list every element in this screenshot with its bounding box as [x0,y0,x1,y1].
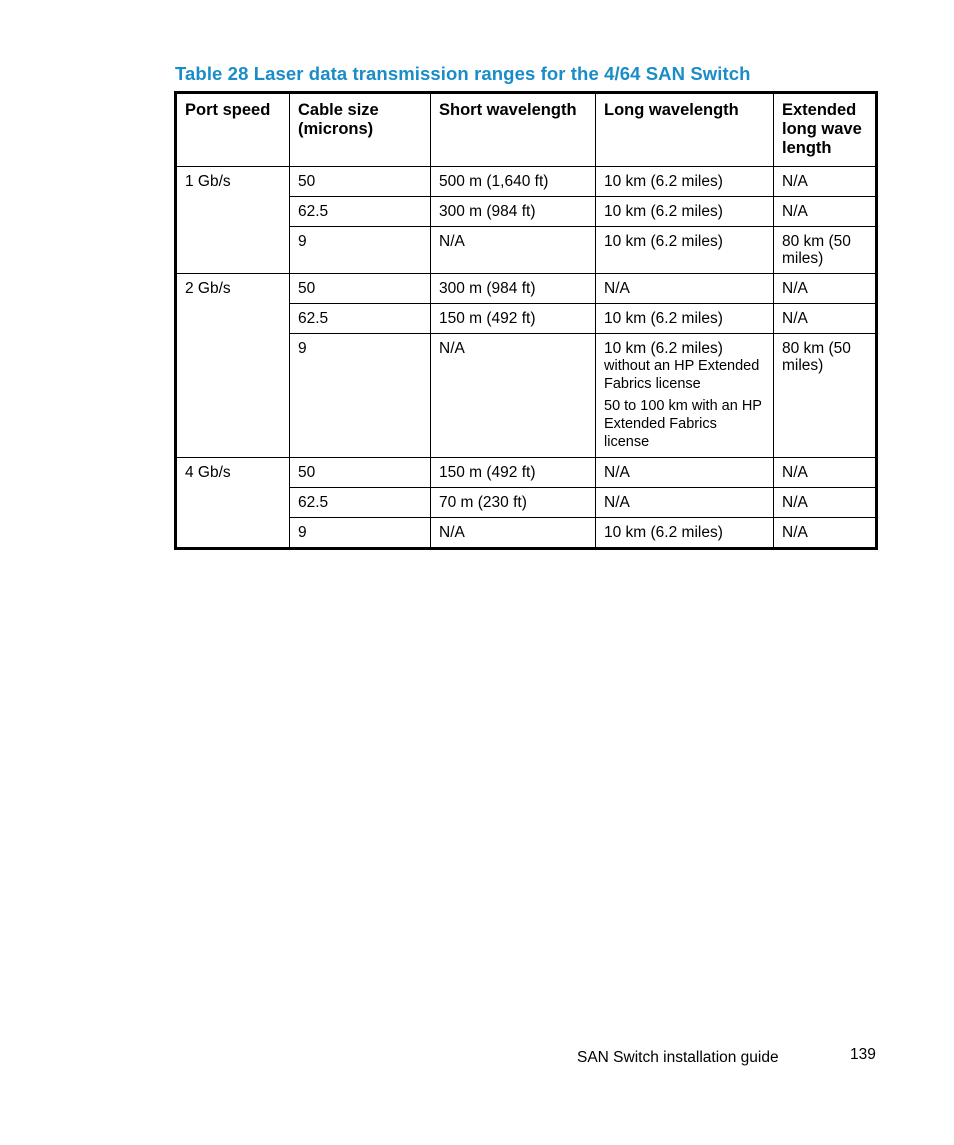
short-wavelength-cell: 300 m (984 ft) [431,274,596,304]
port-speed-cell: 1 Gb/s [176,167,290,274]
long-wavelength-cell [596,334,774,458]
long-wavelength-cell: 10 km (6.2 miles) [596,518,774,549]
short-wavelength-cell: N/A [431,518,596,549]
long-wavelength-cell: 10 km (6.2 miles) [596,167,774,197]
table-row [176,274,877,304]
column-header-long-wavelength: Long wavelength [596,93,774,167]
cable-size-cell: 62.5 [290,197,431,227]
short-wavelength-cell: 150 m (492 ft) [431,458,596,488]
extended-wavelength-cell: 80 km (50 miles) [774,227,877,274]
cable-size-cell: 62.5 [290,488,431,518]
extended-wavelength-cell: N/A [774,458,877,488]
short-wavelength-cell: 70 m (230 ft) [431,488,596,518]
short-wavelength-cell: 300 m (984 ft) [431,197,596,227]
long-wavelength-line-1: 10 km (6.2 miles) [604,340,723,357]
short-wavelength-cell: N/A [431,227,596,274]
extended-wavelength-cell: N/A [774,518,877,549]
long-wavelength-cell: N/A [596,488,774,518]
short-wavelength-cell: N/A [431,334,596,458]
column-header-cable-size: Cable size (microns) [290,93,431,167]
column-header-extended-long-wavelength: Extended long wave length [774,93,877,167]
cable-size-cell: 50 [290,274,431,304]
page-number: 139 [850,1046,876,1063]
long-wavelength-cell: 10 km (6.2 miles) [596,197,774,227]
laser-range-table [174,91,878,550]
column-header-short-wavelength: Short wavelength [431,93,596,167]
cable-size-cell: 9 [290,227,431,274]
port-speed-cell: 2 Gb/s [176,274,290,458]
long-wavelength-line-2: without an HP Extended Fabrics license [604,358,760,392]
extended-wavelength-cell: N/A [774,274,877,304]
extended-wavelength-cell: N/A [774,197,877,227]
cable-size-cell: 9 [290,518,431,549]
extended-wavelength-cell: N/A [774,304,877,334]
port-speed-cell: 4 Gb/s [176,458,290,549]
long-wavelength-cell: 10 km (6.2 miles) [596,227,774,274]
long-wavelength-cell: N/A [596,458,774,488]
table-row [176,167,877,197]
table-title: Table 28 Laser data transmission ranges for the 4/64 SAN Switch [175,63,751,84]
long-wavelength-cell: N/A [596,274,774,304]
cable-size-cell: 50 [290,167,431,197]
extended-wavelength-cell: N/A [774,488,877,518]
header-row [176,93,877,167]
extended-wavelength-cell: 80 km (50 miles) [774,334,877,458]
short-wavelength-cell: 150 m (492 ft) [431,304,596,334]
table-row [176,458,877,488]
cable-size-cell: 50 [290,458,431,488]
short-wavelength-cell: 500 m (1,640 ft) [431,167,596,197]
cable-size-cell: 9 [290,334,431,458]
column-header-port-speed: Port speed [176,93,290,167]
long-wavelength-cell: 10 km (6.2 miles) [596,304,774,334]
long-wavelength-line-3: 50 to 100 km with an HP Extended Fabrics license [604,398,762,450]
extended-wavelength-cell: N/A [774,167,877,197]
cable-size-cell: 62.5 [290,304,431,334]
footer-doc-title: SAN Switch installation guide [577,1049,779,1066]
